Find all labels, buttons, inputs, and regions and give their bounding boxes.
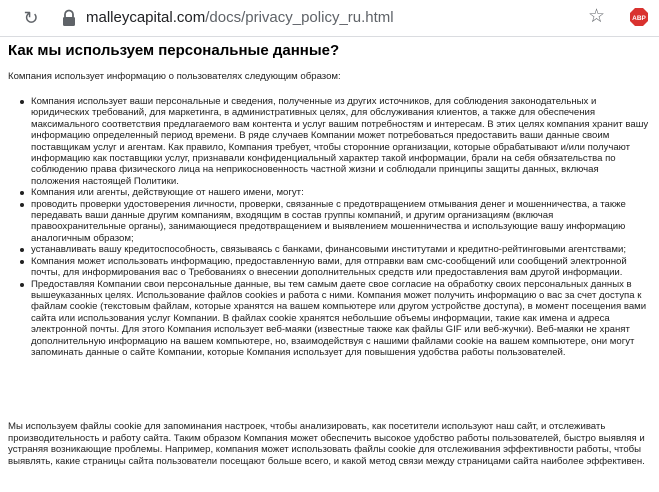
url-host: malleycapital.com [86,9,206,26]
list-item: Компания может использовать информацию, предоставленную вами, для отправки вам смс-сообщений или сообщений электронной почты, для информирования вас о Требованиях о внесении дополнительных средств или предоставления вам другой информации. [0,256,659,279]
list-item: Компания использует ваши персональные и сведения, полученные из других источников, для соблюдения законодательных и юридических требований, для маркетинга, в административных целях, для обслуживания клиентов, а также для обеспечения максимального соответствия предлагаемого вам контента и услуг вашим потребностям и интересам. В этих целях компания хранит вашу информацию определенный период времени. В ряде случаев Компании может потребоваться предоставить ваши данные своим поставщикам услуг и агентам. Как правило, Компания требует, чтобы сторонние организации, которые обрабатывают и/или получают информацию как поставщики услуг, признавали конфиденциальный характер такой информации, брали на себя обязательства по соблюдению права физического лица на неприкосновенность частной жизни и соблюдали принципы защиты данных, включая положения настоящей Политики. [0,96,659,187]
lock-icon[interactable] [61,9,77,27]
usage-list [0,96,659,358]
page-title: Как мы используем персональные данные? [8,42,340,59]
intro-text: Компания использует информацию о пользователях следующим образом: [8,71,341,82]
list-item: устанавливать вашу кредитоспособность, связываясь с банками, финансовыми институтами и кредитно-рейтинговыми агентствами; [0,244,659,255]
adblock-plus-icon[interactable] [629,7,649,27]
reload-icon[interactable]: ↻ [23,8,39,28]
list-item: проводить проверки удостоверения личности, проверки, связанные с предотвращением отмывания денег и мошенничества, а также передавать ваши данные другим компаниям, входящим в состав группы компаний, и другим организациям (включая правоохранительные органы), занимающиеся предотвращением и выявлением мошенничества и использующие вашу информацию аналогичным образом; [0,199,659,245]
url-path: /docs/privacy_policy_ru.html [205,9,394,26]
browser-toolbar [0,0,659,37]
address-bar[interactable] [86,9,394,27]
page-content [0,37,659,492]
adblock-badge-label: ABP [632,15,646,22]
cookies-paragraph: Мы используем файлы cookie для запоминания настроек, чтобы анализировать, как посетители используют наш сайт, и отслеживать производительность и работу сайта. Таким образом Компания может обеспечить высокое удобство работы пользователей, быстро выявляя и устраняя возникающие проблемы. Например, компания может использовать файлы cookie для отслеживания эффективности работы, чтобы выявлять, какие страницы сайта пользователи посещают больше всего, и какой метод связи между страницами сайта наиболее эффективен. [8,421,645,467]
bookmark-star-icon[interactable]: ☆ [588,6,606,27]
list-item: Предоставляя Компании свои персональные данные, вы тем самым даете свое согласие на обработку своих персональных данных в вышеуказанных целях. Использование файлов cookies и работа с ними. Компания может получить информацию о вас за счет доступа к файлам cookie (текстовым файлам, которые хранятся на вашем компьютере или другом устройстве доступа), в момент посещения вами сайта или использования услуг Компании. В файлах cookie хранятся небольшие объемы информации, такие как имена и адреса электронной почты. Для этого Компания использует веб-маяки (известные также как файлы GIF или веб-жучки). Веб-маяки не хранят дополнительную информацию на вашем компьютере, но, взаимодействуя с нашими файлами cookie на вашем компьютере, они могут запоминать данные о сайте Компании, которые Компания использует для повышения удобства работы пользователей. [0,279,659,359]
list-item: Компания или агенты, действующие от нашего имени, могут: [0,187,659,198]
